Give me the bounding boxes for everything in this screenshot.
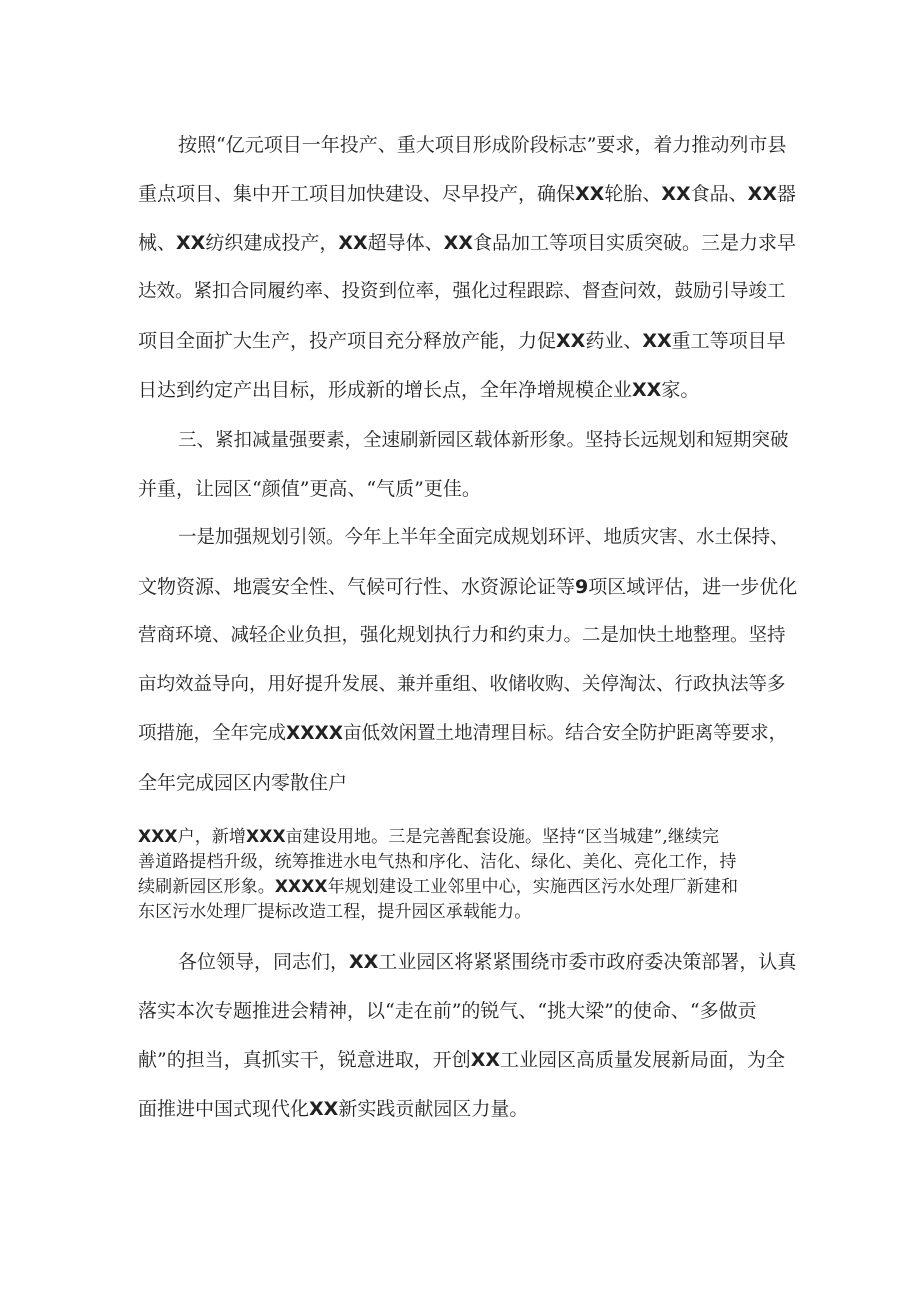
text-line: 献”的担当，真抓实干，锐意进取，开创XX工业园区高质量发展新局面，为全 <box>138 1049 786 1071</box>
text-line: XXX户，新增XXX亩建设用地。三是完善配套设施。坚持“区当城建”,继续完 <box>138 827 720 847</box>
text-line: 按照“亿元项目一年投产、重大项目形成阶段标志”要求，着力推动列市县 <box>178 134 787 156</box>
text-line: 善道路提档升级，统筹推进水电气热和序化、洁化、绿化、美化、亮化工作，持 <box>138 852 737 872</box>
text-line: 一是加强规划引领。今年上半年全面完成规划环评、地质灾害、水土保持、 <box>178 527 789 548</box>
text-line: 三、紧扣减量强要素，全速刷新园区载体新形象。坚持长远规划和短期突破 <box>178 430 789 451</box>
text-line: 日达到约定产出目标，形成新的增长点，全年净增规模企业XX家。 <box>138 379 700 401</box>
text-line: 并重，让园区“颜值”更高、“气质”更佳。 <box>138 478 481 500</box>
text-line: 续刷新园区形象。XXXX年规划建设工业邻里中心，实施西区污水处理厂新建和 <box>138 877 739 897</box>
text-line: 亩均效益导向，用好提升发展、兼并重组、收储收购、关停淘汰、行政执法等多 <box>138 674 786 695</box>
text-line: 械、XX纺织建成投产，XX超导体、XX食品加工等项目实质突破。三是力求早 <box>138 232 796 254</box>
text-line: 达效。紧扣合同履约率、投资到位率，强化过程跟踪、督查问效，鼓励引导竣工 <box>138 281 786 302</box>
text-line: 营商环境、减轻企业负担，强化规划执行力和约束力。二是加快土地整理。坚持 <box>138 625 786 646</box>
text-line: 全年完成园区内零散住户 <box>138 772 348 794</box>
text-line: 文物资源、地震安全性、气候可行性、水资源论证等9项区域评估，进一步优化 <box>138 576 798 598</box>
text-line: 面推进中国式现代化XX新实践贡献园区力量。 <box>138 1098 529 1120</box>
text-line: 东区污水处理厂提标改造工程，提升园区承载能力。 <box>138 902 532 922</box>
text-line: 项措施，全年完成XXXX亩低效闲置土地清理目标。结合安全防护距离等要求， <box>138 723 788 744</box>
text-line: 重点项目、集中开工项目加快建设、尽早投产，确保XX轮胎、XX食品、XX器 <box>138 183 796 205</box>
text-line: 项目全面扩大生产，投产项目充分释放产能，力促XX药业、XX重工等项目早 <box>138 330 786 352</box>
text-line: 各位领导，同志们，XX工业园区将紧紧围绕市委市政府委决策部署，认真 <box>178 951 797 973</box>
text-line: 落实本次专题推进会精神，以“走在前”的锐气、“挑大梁”的使命、“多做贡 <box>138 1000 757 1022</box>
